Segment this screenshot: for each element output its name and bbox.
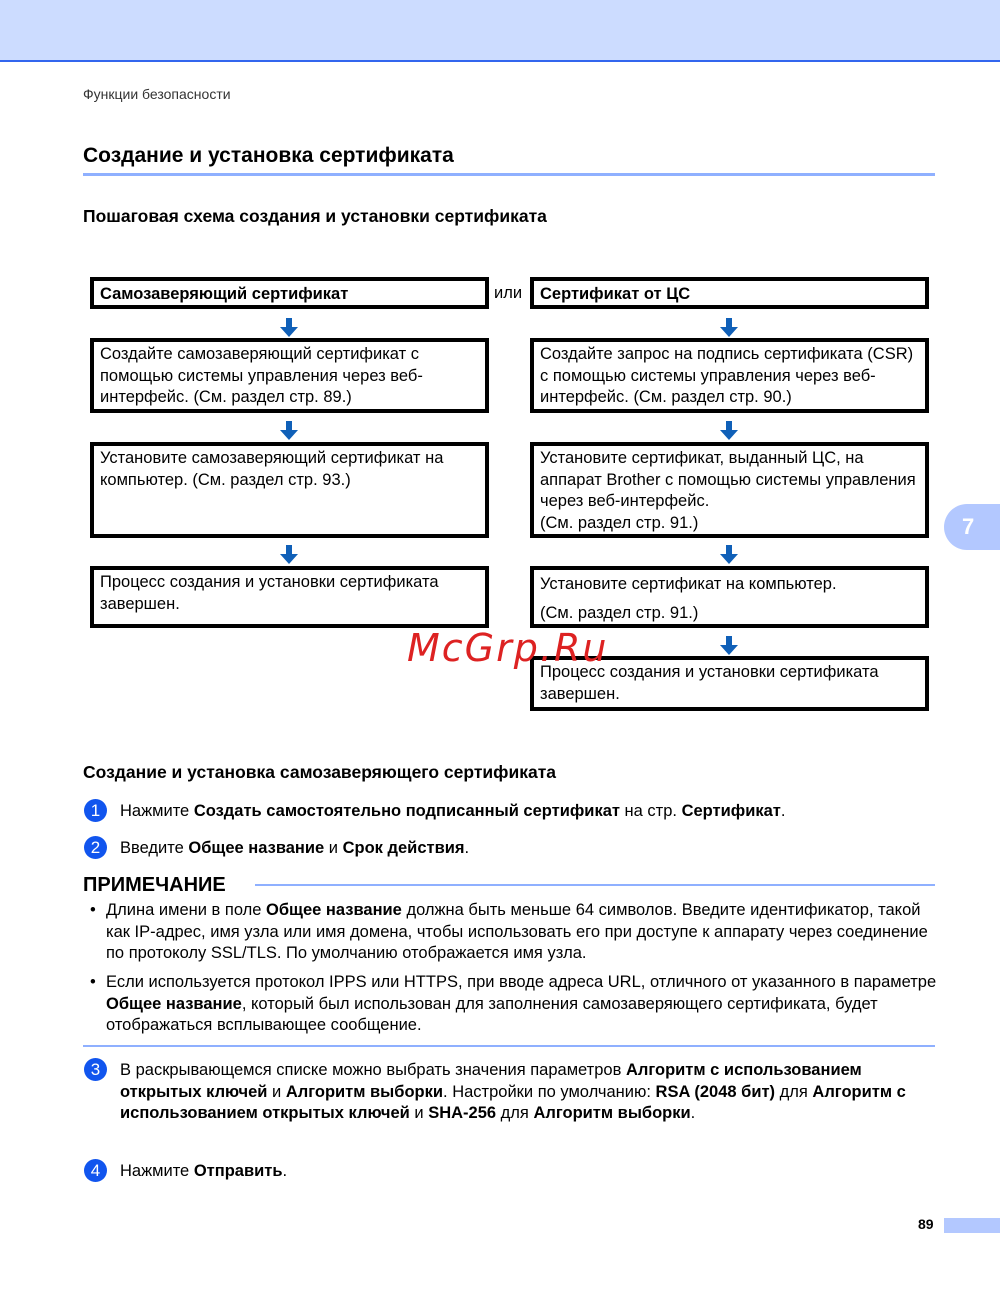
bold-term: SHA-256 <box>428 1104 497 1122</box>
flow-left-title: Самозаверяющий сертификат <box>90 277 489 309</box>
text-run: В раскрывающемся списке можно выбрать значения параметров <box>120 1061 626 1079</box>
step-1-text <box>120 801 940 823</box>
step-2-text <box>120 838 940 860</box>
flow-right-step-3 <box>530 566 929 628</box>
text-run: для <box>496 1104 534 1122</box>
flow-right-done: Процесс создания и установки сертификата завершен. <box>530 656 929 711</box>
text-run: должна быть меньше 64 символов. Введите идентификатор, такой как IP-адрес, имя узла или имя домена, чтобы использовать его при доступе к аппарату через соединение по протоколу SSL/TLS. По умолчанию отображается имя узла. <box>106 901 928 962</box>
flow-left-done: Процесс создания и установки сертификата завершен. <box>90 566 489 628</box>
chapter-tab[interactable]: 7 <box>944 504 1000 550</box>
flow-right-step-1: Создайте запрос на подпись сертификата (CSR) с помощью системы управления через веб-интерфейс. (См. раздел стр. 90.) <box>530 338 929 413</box>
header-band <box>0 0 1000 62</box>
note-heading: ПРИМЕЧАНИЕ <box>83 874 226 896</box>
watermark: McGrp.Ru <box>407 626 609 670</box>
text-run: Нажмите <box>120 1162 194 1180</box>
text-run: и <box>409 1104 429 1122</box>
step-number-1: 1 <box>84 799 107 822</box>
flow-right-step-2 <box>530 442 929 538</box>
note-bullet-1: • Длина имени в поле Общее название должна быть меньше 64 символов. Введите идентификатор, такой как IP-адрес, имя узла или имя домена, чтобы использовать его при доступе к аппарату через соединение по протоколу SSL/TLS. По умолчанию отображается имя узла. <box>90 900 940 965</box>
bold-term: Алгоритм выборки <box>285 1082 444 1101</box>
flow-left-step-2: Установите самозаверяющий сертификат на компьютер. (См. раздел стр. 93.) <box>90 442 489 538</box>
page-number-bar <box>944 1218 1000 1233</box>
note-bullet-2: • Если используется протокол IPPS или HTTPS, при вводе адреса URL, отличного от указанного в параметре Общее название, который был использован для заполнения самозаверяющего сертификата, будет отображаться всплывающее сообщение. <box>90 972 940 1037</box>
text-run: на стр. <box>619 802 682 820</box>
flow-right-step-2-ref: (См. раздел стр. 91.) <box>540 513 699 532</box>
text-run: . Настройки по умолчанию: <box>443 1082 656 1101</box>
text-run: и <box>324 839 343 857</box>
step-number-3: 3 <box>84 1058 107 1081</box>
text-run: Длина имени в поле <box>106 901 267 919</box>
note-bullet-2-text <box>106 972 940 1037</box>
bold-term: Срок действия <box>342 839 465 857</box>
note-rule <box>255 884 935 886</box>
note-bullet-1-text <box>106 900 940 965</box>
bold-term: RSA (2048 бит) <box>655 1082 776 1101</box>
text-run: . <box>690 1104 696 1122</box>
bold-term: Алгоритм с использованием открытых ключей <box>120 1082 906 1122</box>
text-run: . <box>780 802 786 820</box>
bold-term: Общее название <box>106 994 242 1013</box>
flow-right-step-2-text: Установите сертификат, выданный ЦС, на аппарат Brother с помощью системы управления через веб-интерфейс. <box>540 449 916 510</box>
text-run: для <box>775 1082 813 1101</box>
flow-left-step-1: Создайте самозаверяющий сертификат с помощью системы управления через веб-интерфейс. (См. раздел стр. 89.) <box>90 338 489 413</box>
flow-heading: Пошаговая схема создания и установки сертификата <box>83 206 547 226</box>
page-title: Создание и установка сертификата <box>83 144 454 167</box>
text-run: , который был использован для заполнения самозаверяющего сертификата, будет отображаться всплывающее сообщение. <box>106 994 878 1034</box>
flow-right-title: Сертификат от ЦС <box>530 277 929 309</box>
bold-term: Сертификат <box>681 802 781 820</box>
page-number: 89 <box>918 1216 934 1232</box>
text-run: . <box>464 839 470 857</box>
or-label: или <box>494 284 523 302</box>
step-4-text <box>120 1161 940 1183</box>
title-underline <box>83 173 935 176</box>
bold-term: Общее название <box>266 901 402 919</box>
flow-right-step-3-text: Установите сертификат на компьютер. <box>540 575 837 593</box>
flow-right-step-3-ref: (См. раздел стр. 91.) <box>540 604 699 622</box>
text-run: . <box>282 1162 288 1180</box>
bold-term: Создать самостоятельно подписанный сертификат <box>193 802 620 820</box>
bold-term: Алгоритм выборки <box>533 1104 691 1122</box>
text-run: Нажмите <box>120 802 194 820</box>
note-end-rule <box>83 1045 935 1047</box>
step-3-text <box>120 1060 920 1125</box>
bold-term: Отправить <box>193 1162 283 1180</box>
section-heading: Создание и установка самозаверяющего сертификата <box>83 762 557 782</box>
bold-term: Общее название <box>188 839 325 857</box>
text-run: Если используется протокол IPPS или HTTPS, при вводе адреса URL, отличного от указанного в параметре <box>106 973 937 991</box>
step-number-4: 4 <box>84 1159 107 1182</box>
bold-term: Алгоритм с использованием открытых ключей <box>120 1061 862 1101</box>
text-run: Введите <box>120 839 189 857</box>
breadcrumb: Функции безопасности <box>83 86 231 102</box>
step-number-2: 2 <box>84 836 107 859</box>
text-run: и <box>267 1082 286 1101</box>
